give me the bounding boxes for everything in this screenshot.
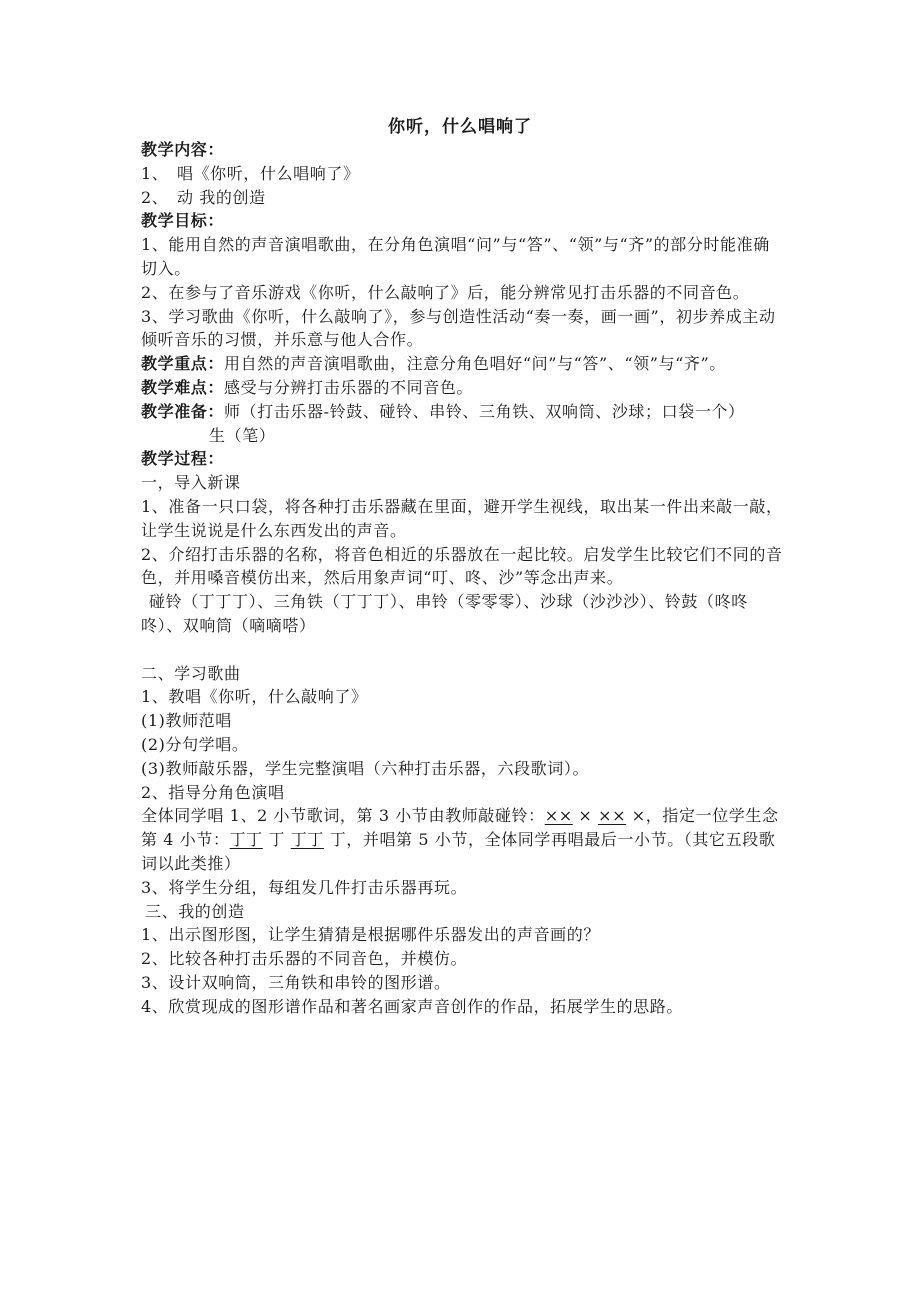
goals-label: 教学目标： [141, 211, 225, 231]
goal-item: 2、在参与了音乐游戏《你听，什么敲响了》后，能分辨常见打击乐器的不同音色。 [141, 282, 750, 302]
prep-label: 教学准备： [141, 401, 225, 421]
instrument-sounds: 碰铃（丁丁丁）、三角铁（丁丁丁）、串铃（零零零）、沙球（沙沙沙）、铃鼓（咚咚咚）、双响筒（嘀嘀嗒） [141, 592, 748, 635]
goal-item: 1、能用自然的声音演唱歌曲，在分角色演唱“问”与“答”、“领”与“齐”的部分时能准确切入。 [141, 235, 770, 278]
content-label: 教学内容： [141, 140, 225, 159]
process-item: 2、介绍打击乐器的名称，将音色相近的乐器放在一起比较。启发学生比较它们不同的音色，并用嗓音模仿出来，然后用象声词“叮、咚、沙”等念出声来。 [141, 544, 783, 588]
sub-item: (2)分句学唱。 [141, 734, 249, 754]
process-item: 1、教唱《你听，什么敲响了》 [141, 687, 368, 707]
lesson-body [141, 138, 786, 1018]
blank-line [141, 638, 786, 662]
para-text: 全体同学唱 1、2 小节歌词，第 3 小节由教师敲碰铃： [141, 806, 545, 826]
section-heading: 一，导入新课 [141, 473, 241, 493]
process-item: 3、设计双响筒，三角铁和串铃的图形谱。 [141, 972, 451, 992]
para-text: 丁，并唱第 5 小节，全体同学再唱最后一小节。（其它五段歌词以此类推） [141, 830, 776, 873]
document-title: 你听，什么唱响了 [388, 117, 532, 137]
key-point-label: 教学重点： [141, 354, 225, 374]
process-item: 1、出示图形图，让学生猜猜是根据哪件乐器发出的声音画的？ [141, 925, 600, 945]
prep-teacher: 师（打击乐器-铃鼓、碰铃、串铃、三角铁、双响筒、沙球；口袋一个） [224, 401, 745, 421]
sub-item: (1)教师范唱 [141, 711, 232, 731]
section-heading: 二、学习歌曲 [141, 663, 241, 683]
process-label: 教学过程： [141, 449, 225, 469]
rhythm-notes: ×× [598, 806, 627, 826]
rhythm-paragraph [141, 804, 786, 875]
content-item: 1、 唱《你听，什么唱响了》 [141, 163, 360, 183]
process-item: 3、将学生分组，每组发几件打击乐器再玩。 [141, 877, 468, 897]
difficulty-label: 教学难点： [141, 377, 225, 397]
goal-item: 3、学习歌曲《你听，什么敲响了》，参与创造性活动“奏一奏，画一画”，初步养成主动倾听音乐的习惯，并乐意与他人合作。 [141, 306, 776, 350]
key-point [141, 352, 786, 376]
process-item: 1、准备一只口袋，将各种打击乐器藏在里面，避开学生视线，取出某一件出来敲一敲，让学生说说是什么东西发出的声音。 [141, 496, 783, 540]
section-heading: 三、我的创造 [145, 901, 245, 921]
rhythm-notes: ×× [544, 806, 573, 826]
para-text: 丁 [262, 830, 291, 850]
difficulty-text: 感受与分辨打击乐器的不同音色。 [224, 377, 474, 397]
preparation [141, 400, 786, 424]
content-item: 2、 动 我的创造 [141, 187, 266, 207]
para-text: × [572, 806, 599, 826]
prep-student: 生（笔） [209, 425, 276, 445]
para-text: ×，指定一位学生念第 4 小节： [141, 806, 779, 850]
process-item: 2、比较各种打击乐器的不同音色，并模仿。 [141, 949, 468, 969]
rhythm-words: 丁丁 [290, 830, 324, 850]
key-point-text: 用自然的声音演唱歌曲，注意分角色唱好“问”与“答”、“领”与“齐”。 [224, 354, 726, 374]
sub-item: (3)教师敲乐器，学生完整演唱（六种打击乐器，六段歌词）。 [141, 758, 590, 778]
process-item: 4、欣赏现成的图形谱作品和著名画家声音创作的作品，拓展学生的思路。 [141, 996, 683, 1016]
difficulty [141, 376, 786, 400]
process-item: 2、指导分角色演唱 [141, 782, 285, 802]
rhythm-words: 丁丁 [229, 830, 263, 850]
